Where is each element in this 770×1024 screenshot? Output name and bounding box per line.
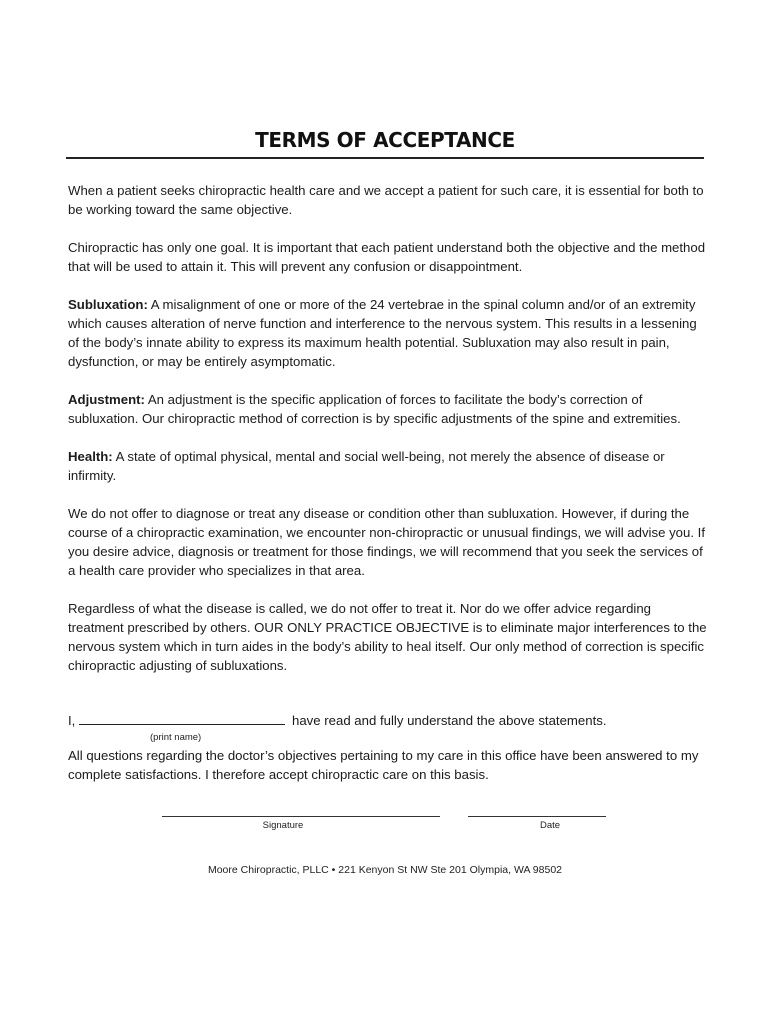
paragraph-text: We do not offer to diagnose or treat any disease or condition other than subluxation. However, if during the course of a chiropractic examination, we encounter non-chiropractic or unusual findings, we will advise you. If you desire advice, diagnosis or treatment for those findings, we will recommend that you seek the services of a health care provider who specializes in that area.: [68, 506, 705, 578]
title-underline: [66, 157, 704, 159]
paragraph-objective: [68, 599, 708, 675]
paragraph-diagnosis: [68, 504, 708, 580]
print-name-field[interactable]: [79, 712, 285, 725]
term-health: Health:: [68, 449, 113, 464]
paragraph-text: Regardless of what the disease is called, we do not offer to treat it. Nor do we offer advice regarding treatment prescribed by others. OUR ONLY PRACTICE OBJECTIVE is to eliminate major interferences to the nervous system which in turn aides in the body’s ability to heal itself. Our only method of correction is specific chiropractic adjusting of subluxations.: [68, 601, 707, 673]
paragraph-goal: [68, 238, 708, 276]
paragraph-text: An adjustment is the specific application of forces to facilitate the body’s correction of subluxation. Our chiropractic method of correction is by specific adjustments of the spine and extremities.: [68, 392, 681, 426]
questions-statement: All questions regarding the doctor’s objectives pertaining to my care in this office have been answered to my complete satisfactions. I therefore accept chiropractic care on this basis.: [68, 748, 699, 782]
paragraph-text: When a patient seeks chiropractic health care and we accept a patient for such care, it is essential for both to be working toward the same objective.: [68, 183, 704, 217]
date-caption: Date: [539, 820, 561, 831]
paragraph-adjustment: [68, 390, 708, 428]
acknowledgement-line: [68, 711, 708, 730]
paragraph-text: Chiropractic has only one goal. It is important that each patient understand both the objective and the method that will be used to attain it. This will prevent any confusion or disappointment.: [68, 240, 706, 274]
paragraph-health: [68, 447, 708, 485]
date-field[interactable]: [468, 816, 606, 817]
document-title: TERMS OF ACCEPTANCE: [255, 128, 515, 152]
term-subluxation: Subluxation:: [68, 297, 148, 312]
signature-caption: Signature: [262, 820, 304, 831]
paragraph-text: A state of optimal physical, mental and social well-being, not merely the absence of disease or infirmity.: [68, 449, 665, 483]
ack-suffix: have read and fully understand the above statements.: [288, 713, 607, 728]
ack-prefix: I,: [68, 713, 76, 728]
paragraph-intro: [68, 181, 708, 219]
term-adjustment: Adjustment:: [68, 392, 145, 407]
paragraph-subluxation: [68, 295, 708, 371]
practice-footer: Moore Chiropractic, PLLC • 221 Kenyon St NW Ste 201 Olympia, WA 98502: [207, 864, 563, 876]
signature-field[interactable]: [162, 816, 440, 817]
paragraph-text: A misalignment of one or more of the 24 vertebrae in the spinal column and/or of an extremity which causes alteration of nerve function and interference to the nervous system. This results in a lessening of the body’s innate ability to express its maximum health potential. Subluxation may also result in pain, dysfunction, or may be entirely asymptomatic.: [68, 297, 697, 369]
print-name-caption: (print name): [150, 732, 202, 743]
terms-body: [68, 181, 708, 694]
